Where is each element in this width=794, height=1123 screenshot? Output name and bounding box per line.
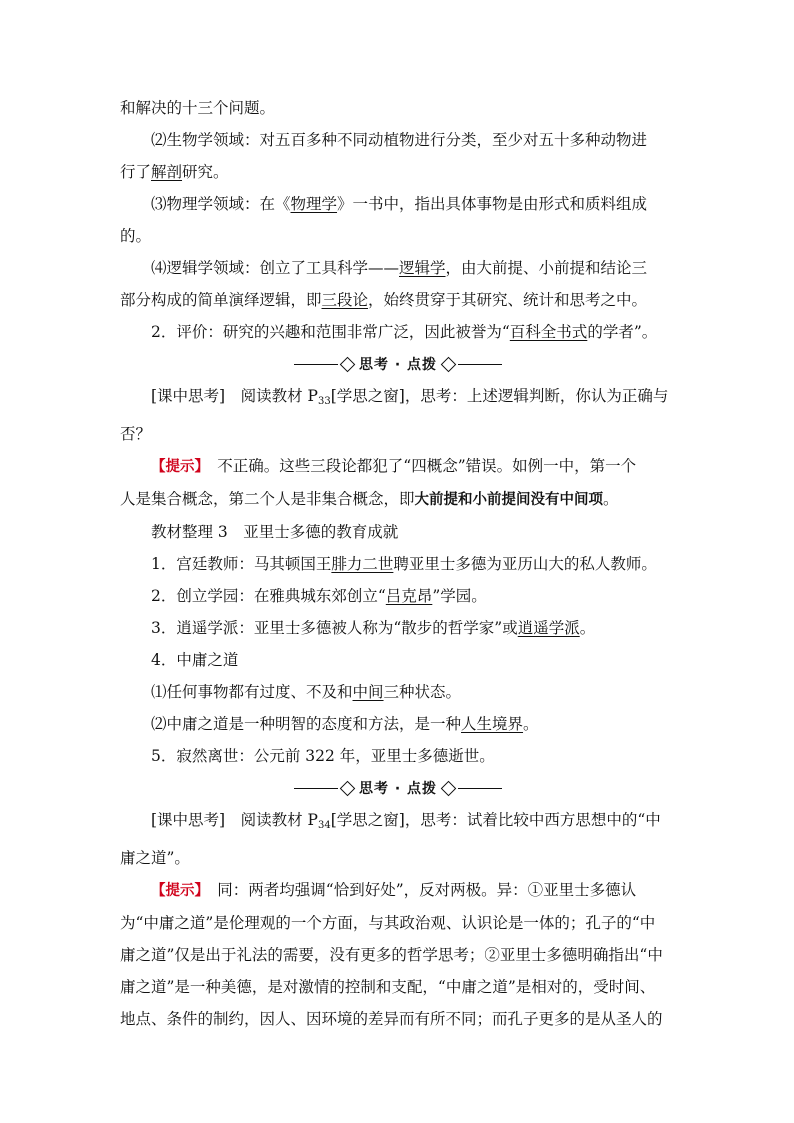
list-item [120,740,676,772]
text-span: ，由大前提、小前提和结论三 [445,259,648,277]
text-line: 教材整理 3 亚里士多德的教育成就 [151,523,399,541]
bold-text: 大前提和小前提间没有中间项 [414,492,604,508]
diamond-icon [340,356,356,372]
text-span: 1．宫廷教师：马其顿国王 [151,555,332,573]
underlined-answer: 解剖 [151,163,183,181]
text-span: 研究。 [182,163,229,181]
list-item [120,580,676,612]
text-line [151,587,487,605]
tip-block [120,450,676,516]
underlined-answer: 逻辑学 [399,259,446,277]
text-span: ，始终贯穿于其研究、统计和思考之中。 [368,291,648,309]
divider-line [458,364,502,365]
underlined-answer: 人生境界 [461,715,524,733]
tip-block [120,874,676,1035]
divider-title: 思考 · 点拨 [358,781,438,797]
text-span: 。 [579,619,596,637]
text-line [151,195,647,213]
tip-label: 【提示】 [151,883,202,899]
text-line: 和解决的十三个问题。 [120,99,276,117]
diamond-icon [441,780,457,796]
text-span: [学思之窗]，思考：试着比较中西方思想中的“中 [330,811,661,829]
text-line: 5．寂然离世：公元前 322 年，亚里士多德逝世。 [151,747,495,765]
divider-title: 思考 · 点拨 [358,357,438,373]
text-span: 人是集合概念，第二个人是非集合概念，即 [120,490,415,508]
underlined-answer: 三段论 [321,291,369,309]
text-span: [学思之窗]，思考：上述逻辑判断，你认为正确与 [330,387,669,405]
section-divider [120,772,676,804]
underlined-answer: 中间 [352,683,384,701]
text-line [151,259,647,277]
divider-line [458,788,502,789]
text-span: 同：两者均强调“恰到好处”，反对两极。异：①亚里士多德认 [217,881,637,899]
tip-label: 【提示】 [151,459,202,475]
paragraph-biology [120,124,676,188]
text-line: 地点、条件的制约，因人、因环境的差异而有所不同；而孔子更多的是从圣人的 [120,1010,663,1028]
text-span: 》一书中，指出具体事物是由形式和质料组成 [337,195,648,213]
text-line [151,555,657,573]
divider-line [294,364,338,365]
list-item [120,548,676,580]
list-item [120,644,676,676]
question-label: [课中思考] [151,387,226,405]
text-line [151,715,539,733]
text-span: ⑷逻辑学领域：创立了工具科学—— [151,259,400,277]
question-label: [课中思考] [151,811,226,829]
list-item [120,612,676,644]
text-span: 。 [603,490,619,508]
text-span: 2．评价：研究的兴趣和范围非常广泛，因此被誉为“ [151,323,510,341]
text-span: 。 [523,715,539,733]
question-block [120,804,676,874]
text-line: 庸之道”是一种美德，是对激情的控制和支配，“中庸之道”是相对的，受时间、 [120,978,656,996]
text-span: 否？ [120,425,152,443]
section-heading [120,516,676,548]
text-span: 行了 [120,163,152,181]
text-span: ”学园。 [432,587,487,605]
text-line [151,811,661,829]
text-span: 三种状态。 [383,683,462,701]
text-span: 聘亚里士多德为亚历山大的私人教师。 [393,555,657,573]
diamond-icon [441,356,457,372]
text-span: 阅读教材 P [240,387,318,405]
page-content [120,92,676,1035]
text-line [120,490,619,508]
text-span: 3．逍遥学派：亚里士多德被人称为“散步的哲学家”或 [151,619,518,637]
list-item [120,708,676,740]
text-line [151,881,636,899]
paragraph-physics [120,188,676,252]
text-span: 的学者”。 [587,323,658,341]
text-span: ⑴任何事物都有过度、不及和 [151,683,353,701]
text-span: ⑶物理学领域：在《 [151,195,291,213]
text-line [151,457,636,475]
text-line: ⑵生物学领域：对五百多种不同动植物进行分类，至少对五十多种动物进 [151,131,648,149]
text-line [151,619,595,637]
diamond-icon [340,780,356,796]
text-span: 的。 [120,227,152,245]
underlined-answer: 吕克昂 [385,587,433,605]
text-span: 部分构成的简单演绎逻辑，即 [120,291,322,309]
text-span: 阅读教材 P [240,811,318,829]
paragraph-evaluation [120,316,676,348]
text-line [151,387,668,405]
text-span: 不正确。这些三段论都犯了“四概念”错误。如例一中，第一个 [217,457,637,475]
page-subscript: 34 [317,820,331,831]
section-divider [120,348,676,380]
underlined-answer: 逍遥学派 [517,619,580,637]
paragraph-logic [120,252,676,316]
text-line [151,323,657,341]
paragraph-continued [120,92,676,124]
text-line: 庸之道”仅是出于礼法的需要，没有更多的哲学思考；②亚里士多德明确指出“中 [120,946,663,964]
text-line: 为“中庸之道”是伦理观的一个方面，与其政治观、认识论是一体的；孔子的“中 [120,914,656,932]
text-span: 庸之道”。 [120,849,190,867]
page-subscript: 33 [317,396,331,407]
underlined-answer: 百科全书式 [509,323,588,341]
text-line: 4．中庸之道 [151,651,239,669]
text-line [151,683,461,701]
underlined-answer: 腓力二世 [331,555,394,573]
underlined-answer: 物理学 [290,195,338,213]
question-block [120,380,676,450]
text-span: 2．创立学园：在雅典城东郊创立“ [151,587,386,605]
list-item [120,676,676,708]
text-span: ⑵中庸之道是一种明智的态度和方法，是一种 [151,715,462,733]
divider-line [294,788,338,789]
text-line [120,291,647,309]
